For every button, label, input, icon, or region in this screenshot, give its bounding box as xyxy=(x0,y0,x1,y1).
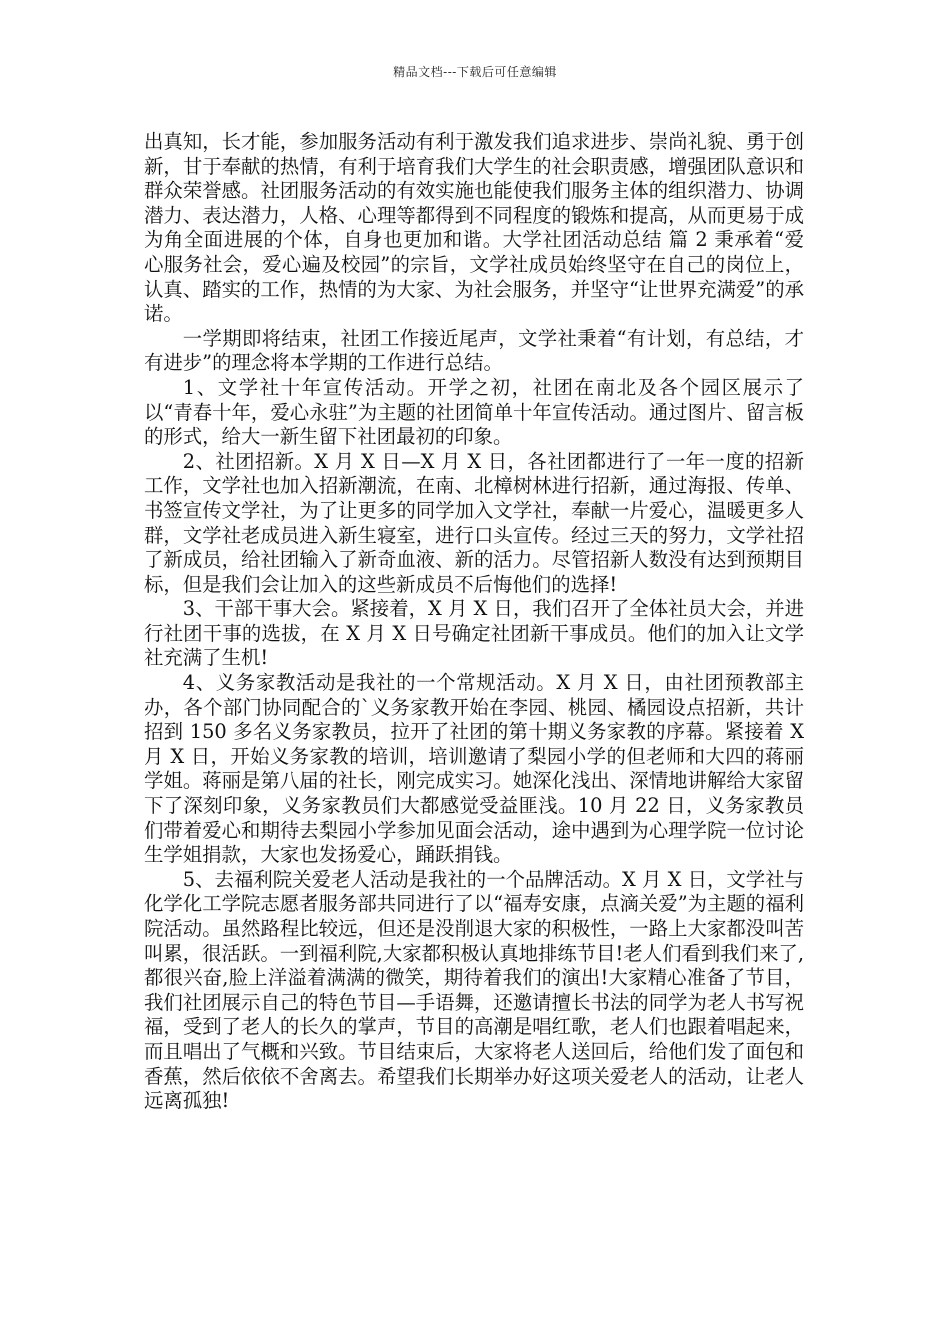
paragraph-intro: 一学期即将结束，社团工作接近尾声，文学社秉着“有计划，有总结，才有进步”的理念将本学期的工作进行总结。 xyxy=(144,326,804,375)
paragraph-continuation: 出真知，长才能，参加服务活动有利于激发我们追求进步、崇尚礼貌、勇于创新，甘于奉献的热情，有利于培育我们大学生的社会职责感，增强团队意识和群众荣誉感。社团服务活动的有效实施也能使我们服务主体的组织潜力、协调潜力、表达潜力，人格、心理等都得到不同程度的锻炼和提高，从而更易于成为角全面进展的个体，自身也更加和谐。大学社团活动总结 篇 2 秉承着“爱心服务社会，爱心遍及校园”的宗旨，文学社成员始终坚守在自己的岗位上，认真、踏实的工作，热情的为大家、为社会服务，并坚守“让世界充满爱”的承诺。 xyxy=(144,130,804,326)
paragraph-item-2: 2、社团招新。X 月 X 日—X 月 X 日，各社团都进行了一年一度的招新工作，文学社也加入招新潮流，在南、北樟树林进行招新，通过海报、传单、书签宣传文学社，为了让更多的同学加入文学社，奉献一片爱心，温暖更多人群，文学社老成员进入新生寝室，进行口头宣传。经过三天的努力，文学社招了新成员，给社团输入了新奇血液、新的活力。尽管招新人数没有达到预期目标，但是我们会让加入的这些新成员不后悔他们的选择! xyxy=(144,449,804,596)
page-header: 精品文档---下载后可任意编辑 xyxy=(393,65,557,79)
paragraph-item-5: 5、去福利院关爱老人活动是我社的一个品牌活动。X 月 X 日，文学社与化学化工学院志愿者服务部共同进行了以“福寿安康，点滴关爱”为主题的福利院活动。虽然路程比较远，但还是没削退大家的积极性，一路上大家都没叫苦叫累，很活跃。一到福利院,大家都积极认真地排练节目!老人们看到我们来了,都很兴奋,脸上洋溢着满满的微笑，期待着我们的演出!大家精心准备了节目，我们社团展示自己的特色节目—手语舞，还邀请擅长书法的同学为老人书写祝福，受到了老人的长久的掌声，节目的高潮是唱红歌，老人们也跟着唱起来，而且唱出了气概和兴致。节目结束后，大家将老人送回后，给他们发了面包和香蕉，然后依依不舍离去。希望我们长期举办好这项关爱老人的活动，让老人远离孤独! xyxy=(144,867,805,1113)
document-body xyxy=(144,130,804,1114)
paragraph-item-1: 1、文学社十年宣传活动。开学之初，社团在南北及各个园区展示了以“青春十年，爱心永驻”为主题的社团简单十年宣传活动。通过图片、留言板的形式，给大一新生留下社团最初的印象。 xyxy=(144,375,804,449)
paragraph-item-4: 4、义务家教活动是我社的一个常规活动。X 月 X 日，由社团预教部主办，各个部门协同配合的`义务家教开始在李园、桃园、橘园设点招新，共计招到 150 多名义务家教员，拉开了社团的第十期义务家教的序幕。紧接着 X 月 X 日，开始义务家教的培训，培训邀请了梨园小学的但老师和大四的蒋丽学姐。蒋丽是第八届的社长，刚完成实习。她深化浅出、深情地讲解给大家留下了深刻印象，义务家教员们大都感觉受益匪浅。10 月 22 日，义务家教员们带着爱心和期待去梨园小学参加见面会活动，途中遇到为心理学院一位讨论生学姐捐款，大家也发扬爱心，踊跃捐钱。 xyxy=(144,671,804,867)
paragraph-item-3: 3、干部干事大会。紧接着，X 月 X 日，我们召开了全体社员大会，并进行社团干事的选拔，在 X 月 X 日号确定社团新干事成员。他们的加入让文学社充满了生机! xyxy=(144,597,804,670)
